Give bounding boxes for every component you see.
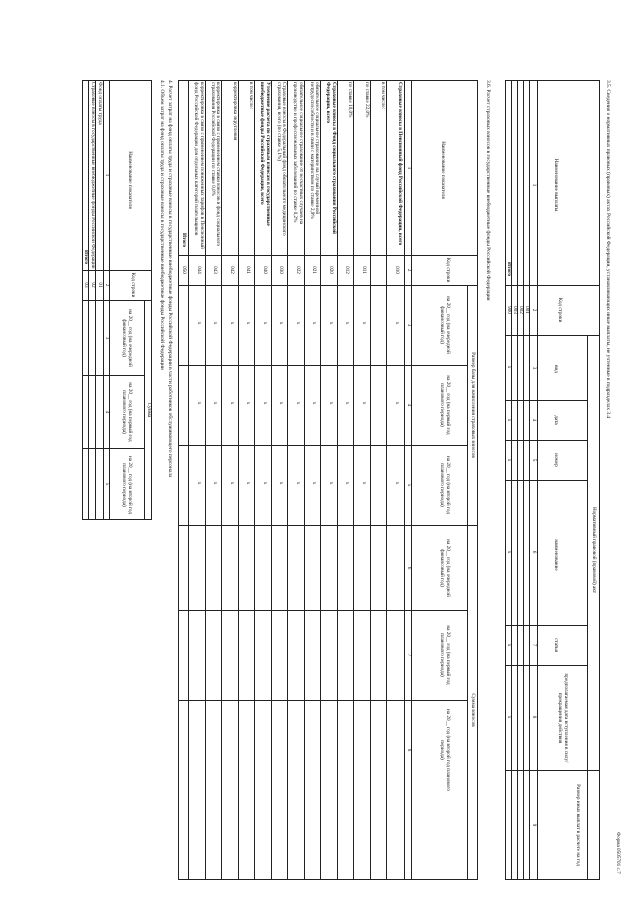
row-code: 040 [262, 266, 268, 274]
col-header-num: номер [553, 453, 559, 467]
x-mark: x [361, 321, 367, 325]
row-name: Фонд оплаты труда [97, 82, 103, 125]
x-mark: x [229, 401, 235, 405]
row-name: в том числе: [380, 82, 387, 110]
x-mark: x [278, 401, 285, 405]
col-num: 3 [531, 366, 537, 370]
itogo-code: 900 [506, 306, 512, 314]
x-mark: x [506, 365, 512, 369]
row-code: 003 [512, 306, 518, 314]
x-mark: x [212, 401, 219, 405]
x-mark: x [245, 401, 252, 405]
table-row-divider [354, 80, 355, 880]
section-41-title: 4.1. Объем затрат на фонд оплаты труда и страховые взносы в государственные внебюджетные фонды Российской Федерации [159, 80, 165, 370]
row-name: Страховые взносы в Федеральный фонд обязательного медицинского страхования, всего (по ставке 5,1%) [275, 82, 288, 236]
table-row-divider [321, 80, 322, 880]
x-mark: x [262, 321, 268, 325]
itogo-label: Итого [506, 262, 512, 276]
col-num: 9 [531, 823, 537, 827]
table-row-divider [370, 80, 371, 880]
x-mark: x [262, 481, 268, 485]
row-name: Страховые взносы в Фонд социального страхования Российской Федерации, всего [325, 82, 337, 234]
row-name: корректировка в связи с применением пониженных тарифов в Пенсионный фонд Российской Федерации для отдельных категорий плательщиков [193, 82, 205, 249]
row-name: по ставке 10,0% [347, 82, 354, 118]
row-name: в том числе: [248, 82, 255, 110]
col-header-y3: на 20__ год (на второй год планового периода) [439, 709, 451, 791]
itogo-label: Итого [181, 233, 187, 247]
table-row-divider [189, 80, 190, 880]
col-header-y1: на 20__ год (на очередной финансовый год) [439, 296, 451, 354]
col-num: 5 [406, 483, 412, 487]
row-code: 021 [311, 266, 318, 274]
x-mark: x [196, 481, 202, 485]
table-row-divider [337, 80, 338, 880]
row-name: по ставке 22,0% [364, 82, 370, 118]
col-header-y3: на 20__ год (на второй год планового периода) [121, 456, 133, 514]
table-row-divider [304, 80, 305, 880]
x-mark: x [344, 481, 351, 485]
table-row-divider [387, 80, 388, 880]
row-code: 041 [245, 266, 252, 274]
x-mark: x [394, 401, 400, 405]
x-mark: x [361, 401, 367, 405]
x-mark: x [196, 401, 202, 405]
row-code: 042 [229, 266, 235, 274]
col-num: 1 [531, 183, 537, 187]
col-header-code: Код строки [445, 257, 451, 283]
x-mark: x [394, 321, 400, 325]
col-num: 2 [406, 268, 412, 272]
row-code: 011 [361, 266, 367, 274]
col-header-y3: на 20__ год (на второй год планового периода) [439, 456, 451, 514]
col-header-sum: Сумма [146, 402, 152, 418]
x-mark: x [506, 418, 512, 422]
col-num: 4 [104, 410, 110, 414]
x-mark: x [328, 321, 334, 325]
x-mark: x [311, 321, 318, 325]
row-name: обязательное социальное страхование от несчастных случаев на производстве и профессиональных заболеваний по ставке 0,2% [292, 82, 304, 225]
x-mark: x [212, 481, 219, 485]
x-mark: x [506, 643, 512, 647]
col-num: 2 [531, 308, 537, 312]
col-num: 6 [406, 566, 412, 570]
x-mark: x [328, 401, 334, 405]
row-code: 020 [328, 266, 334, 274]
itogo-label: Итого [83, 250, 89, 264]
col-num: 4 [531, 418, 537, 422]
x-mark: x [196, 321, 202, 325]
x-mark: x [344, 401, 351, 405]
row-code: 043 [212, 266, 219, 274]
col-num: 2 [104, 283, 110, 287]
row-code: 030 [278, 266, 285, 274]
x-mark: x [506, 458, 512, 462]
col-header-y1: на 20__ год (на очередной финансовый год) [439, 539, 451, 597]
row-name: Страховые взносы в государственные внебюджетные фонды Российской Федерации [90, 82, 96, 269]
col-header-date: дата [553, 415, 559, 425]
col-header-y2: на 20__ год (на первый год планового периода) [439, 625, 451, 685]
row-code: 022 [295, 266, 301, 274]
x-mark: x [278, 481, 285, 485]
section-36-title: 3.6. Расчет страховых взносов в государственные внебюджетные фонды Российской Федерации [485, 80, 491, 301]
x-mark: x [311, 401, 318, 405]
x-mark: x [328, 481, 334, 485]
col-header-vid: вид [553, 365, 559, 373]
col-num: 3 [104, 336, 110, 340]
x-mark: x [295, 481, 301, 485]
itogo-code: 050 [181, 266, 187, 274]
col-num: 1 [406, 166, 412, 170]
x-mark: x [278, 321, 285, 325]
x-mark: x [245, 321, 252, 325]
table-row-divider [222, 80, 223, 880]
col-num: 6 [531, 550, 537, 554]
col-header-act: Нормативный правовой (правовой) акт [591, 506, 597, 594]
table-row-divider [288, 80, 289, 880]
row-name: обязательное социальное страхование на случай временной нетрудоспособности и в связи с материнством по ставке 2,9% [308, 82, 321, 219]
col-header-name: Наименование выплаты [553, 158, 559, 212]
col-num: 1 [104, 173, 110, 177]
col-header-code: Код строки [557, 297, 563, 323]
col-num: 5 [104, 482, 110, 486]
itogo-code: 03 [83, 282, 89, 288]
table-row-divider [271, 80, 272, 880]
x-mark: x [245, 481, 252, 485]
x-mark: x [361, 481, 367, 485]
row-code: 012 [344, 266, 351, 274]
section-4-title: 4. Расчет затрат на фонд оплаты труда и страховые взносы в государственные внебюджетные фонды Российской Федерации в части работников обслуживающего персонала [167, 80, 173, 478]
x-mark: x [262, 401, 268, 405]
col-num: 5 [531, 458, 537, 462]
table-row-divider [205, 80, 206, 880]
row-code: 001 [524, 306, 530, 314]
x-mark: x [506, 715, 512, 719]
row-name: корректировка округления [232, 82, 238, 141]
row-code: 044 [196, 266, 202, 274]
col-header-y1: на 20__ год (на очередной финансовый год) [121, 309, 133, 367]
col-header-base: Размер базы для начисления страховых взносов [470, 352, 476, 458]
x-mark: x [229, 321, 235, 325]
col-header-naim: наименование [553, 539, 559, 571]
x-mark: x [295, 401, 301, 405]
col-num: 8 [531, 715, 537, 719]
col-num: 7 [406, 653, 412, 657]
row-code: 002 [518, 306, 524, 314]
row-code: 02 [90, 282, 96, 288]
x-mark: x [229, 481, 235, 485]
row-name: Страховые взносы в Пенсионный фонд Российской Федерации, всего [397, 82, 403, 246]
col-header-code: Код строки [130, 272, 136, 298]
col-header-y2: на 20__ год (на первый год планового периода) [439, 375, 451, 435]
x-mark: x [311, 481, 318, 485]
form-code: Форма 0505701 с.7 [615, 832, 621, 874]
col-num: 3 [406, 323, 412, 327]
section-35-title: 3.5. Сведения о нормативных правовых (правовых) актах Российской Федерации, устанавливающих иные выплаты, не учтенные в подразделах 3.4 [605, 80, 611, 419]
col-num: 8 [406, 748, 412, 752]
col-header-name: Наименование показателя [127, 151, 133, 209]
x-mark: x [344, 321, 351, 325]
x-mark: x [212, 321, 219, 325]
x-mark: x [295, 321, 301, 325]
col-header-size: Размер иных выплат в расчете на год [575, 784, 581, 866]
x-mark: x [394, 481, 400, 485]
table-row-divider [238, 80, 239, 880]
col-header-sum: Сумма взносов [470, 693, 476, 727]
row-name: Уточнение расчета по страховым взносам в государственные внебюджетные фонды Российской Федерации, всего [259, 82, 271, 226]
table-row-divider [255, 80, 256, 880]
col-header-y2: на 20__ год (на первый год планового периода) [121, 382, 133, 442]
col-header-stat: статья [553, 638, 559, 652]
col-num: 7 [531, 643, 537, 647]
row-code: 010 [394, 266, 400, 274]
row-name: корректировка в связи с применением ставки взносов в фонд социального страхования Российской Федерации по ставке 0,0% [209, 82, 222, 247]
col-header-name: Наименование показателя [440, 141, 446, 199]
col-num: 4 [406, 403, 412, 407]
col-header-date-end: предполагаемая дата вступления в силу/прекращения действия [557, 673, 569, 763]
x-mark: x [506, 550, 512, 554]
row-code: 01 [97, 282, 103, 288]
